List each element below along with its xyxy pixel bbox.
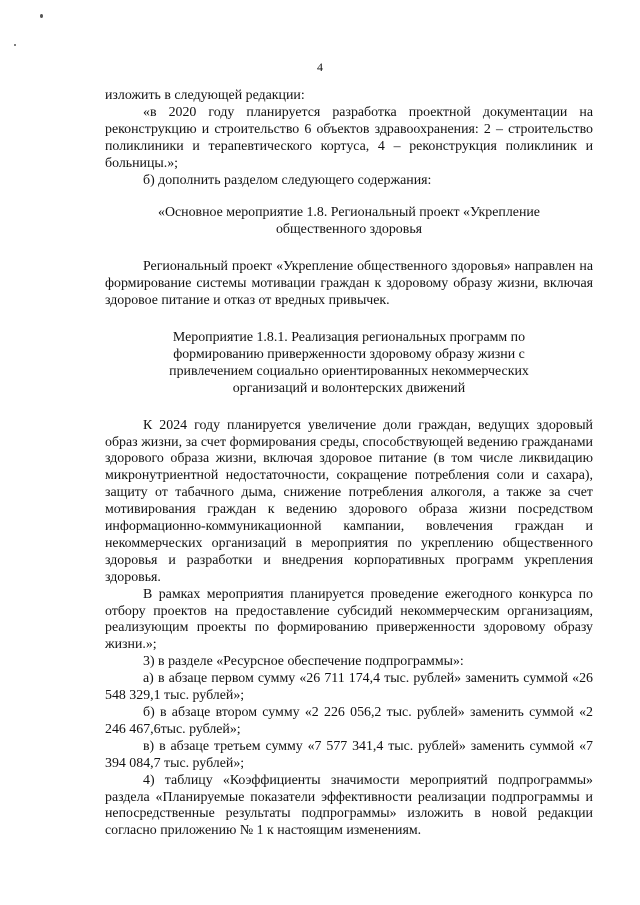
scan-speck-top <box>40 14 43 18</box>
spacer <box>105 189 593 205</box>
page-number: 4 <box>317 60 323 74</box>
spacer <box>105 310 593 330</box>
paragraph-2024-plan: К 2024 году планируется увеличение доли граждан, ведущих здоровый образ жизни, за счет формирования среды, способствующей ведению гражданами здорового образа жизни, включая здоровое питание (в том числе ликвидацию микронутриентной недостаточности, сокращение потребления соли и сахара), защиту от табачного дыма, снижение потребления алкоголя, а также за счет мотивирования граждан к ведению здорового образа жизни посредством информационно-коммуникационной кампании, вовлечения граждан и некоммерческих организаций в мероприятия по укреплению общественного здоровья и разработки и внедрения корпоративных программ укрепления здоровья. <box>105 417 593 585</box>
paragraph-item-3: 3) в разделе «Ресурсное обеспечение подпрограммы»: <box>143 654 464 670</box>
paragraph-item-3b: б) в абзаце втором сумму «2 226 056,2 тыс. рублей» заменить суммой «2 246 467,6тыс. рублей»; <box>105 705 593 737</box>
paragraph-intro: изложить в следующей редакции: <box>105 88 305 103</box>
spacer <box>105 398 593 418</box>
paragraph-item-4: 4) таблицу «Коэффициенты значимости мероприятий подпрограммы» раздела «Планируемые показатели эффективности реализации подпрограммы и непосредственные результаты подпрограммы» изложить в новой редакции согласно приложению № 1 к настоящим изменениям. <box>105 772 593 839</box>
paragraph-annual-contest: В рамках мероприятия планируется проведение ежегодного конкурса по отбору проектов на предоставление субсидий некоммерческим организациям, реализующим проекты по формированию приверженности здоровому образу жизни.»; <box>105 586 593 653</box>
subsection-heading-1-8-1: Мероприятие 1.8.1. Реализация региональных программ по формированию приверженности здоровому образу жизни с привлечением социально ориентированных некоммерческих организаций и волонтерских движений <box>169 329 529 396</box>
scan-speck-left <box>14 44 16 46</box>
paragraph-item-b: б) дополнить разделом следующего содержания: <box>143 172 432 188</box>
paragraph-quote-2020: «в 2020 году планируется разработка проектной документации на реконструкцию и строительство 6 объектов здравоохранения: 2 – строительство поликлиники и терапевтического кортуса, 4 – реконструкция поликлиник и больницы.»; <box>105 104 593 171</box>
document-body <box>105 88 593 840</box>
paragraph-item-3a: а) в абзаце первом сумму «26 711 174,4 тыс. рублей» заменить суммой «26 548 329,1 тыс. рублей»; <box>105 671 593 704</box>
spacer <box>105 239 593 259</box>
section-heading-1-8: «Основное мероприятие 1.8. Региональный проект «Укрепление общественного здоровья <box>158 205 540 238</box>
paragraph-regional-project: Региональный проект «Укрепление общественного здоровья» направлен на формирование системы мотивации граждан к здоровому образу жизни, включая здоровое питание и отказ от вредных привычек. <box>105 259 593 309</box>
paragraph-item-3c: в) в абзаце третьем сумму «7 577 341,4 тыс. рублей» заменить суммой «7 394 084,7 тыс. рублей»; <box>105 738 593 771</box>
